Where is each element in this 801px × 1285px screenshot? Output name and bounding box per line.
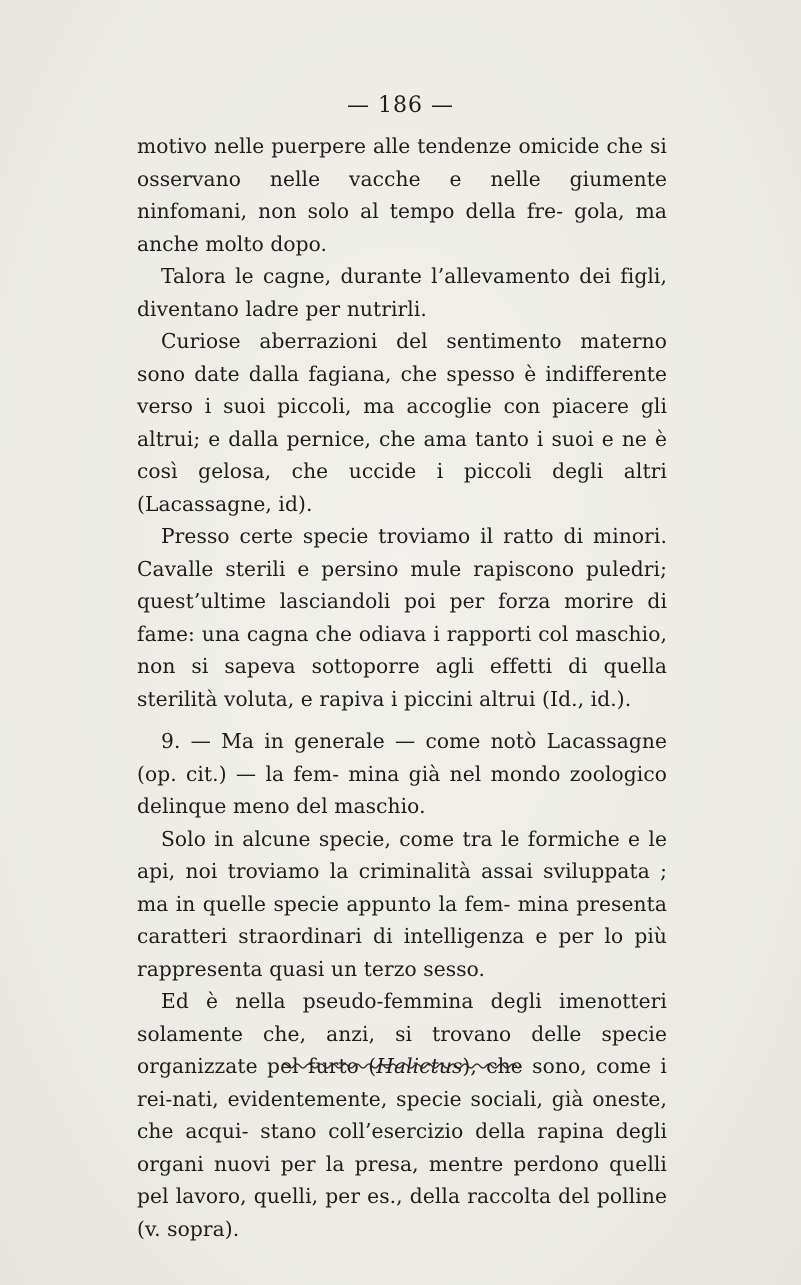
page-number-header: — 186 — — [347, 93, 454, 118]
paragraph-2: Talora le cagne, durante l’allevamento dei figli, diventano ladre per nutrirli. — [137, 264, 667, 321]
paragraph-7 — [137, 985, 667, 1245]
paragraph-6: Solo in alcune specie, come tra le formiche e le api, noi troviamo la criminalità assai sviluppata ; ma in quelle specie appunto la fem- mina presenta caratteri straordinari di intelligenza e per lo più rappresenta quasi un terzo sesso. — [137, 826, 667, 981]
paragraph-4: Presso certe specie troviamo il ratto di minori. Cavalle sterili e persino mule rapiscono puledri; quest’ultime lasciandoli poi per forza morire di fame: una cagna che odiava i rapporti col maschio, non si sapeva sottoporre agli effetti di quella sterilità voluta, e rapiva i piccini altrui (Id., id.). — [137, 524, 667, 711]
paragraph-7-start: Ed è nella pseudo-femmina degli imenotteri solamente che, anzi, si trovano delle specie organizzate pel furto ( — [137, 989, 667, 1078]
paragraph-section-9: 9. — Ma in generale — come notò Lacassagne (op. cit.) — la fem- mina già nel mondo zoologico delinque meno del maschio. — [137, 729, 667, 818]
wavy-rule-ornament — [282, 1060, 520, 1072]
italic-term-halictus: Halictus — [376, 1054, 463, 1078]
body-text — [137, 130, 667, 1245]
paragraph-1: motivo nelle puerpere alle tendenze omicide che si osservano nelle vacche e nelle giumente ninfomani, non solo al tempo della fre- gola, ma anche molto dopo. — [137, 134, 667, 256]
paragraph-7-end: ), che sono, come i rei-nati, evidentemente, specie sociali, già oneste, che acqui- stano coll’esercizio della rapina degli organi nuovi per la presa, mentre perdono quelli pel lavoro, quelli, per es., della raccolta del polline (v. sopra). — [137, 1054, 667, 1241]
paragraph-3: Curiose aberrazioni del sentimento materno sono date dalla fagiana, che spesso è indifferente verso i suoi piccoli, ma accoglie con piacere gli altrui; e dalla pernice, che ama tanto i suoi e ne è così gelosa, che uccide i piccoli degli altri (Lacassagne, id). — [137, 329, 667, 516]
